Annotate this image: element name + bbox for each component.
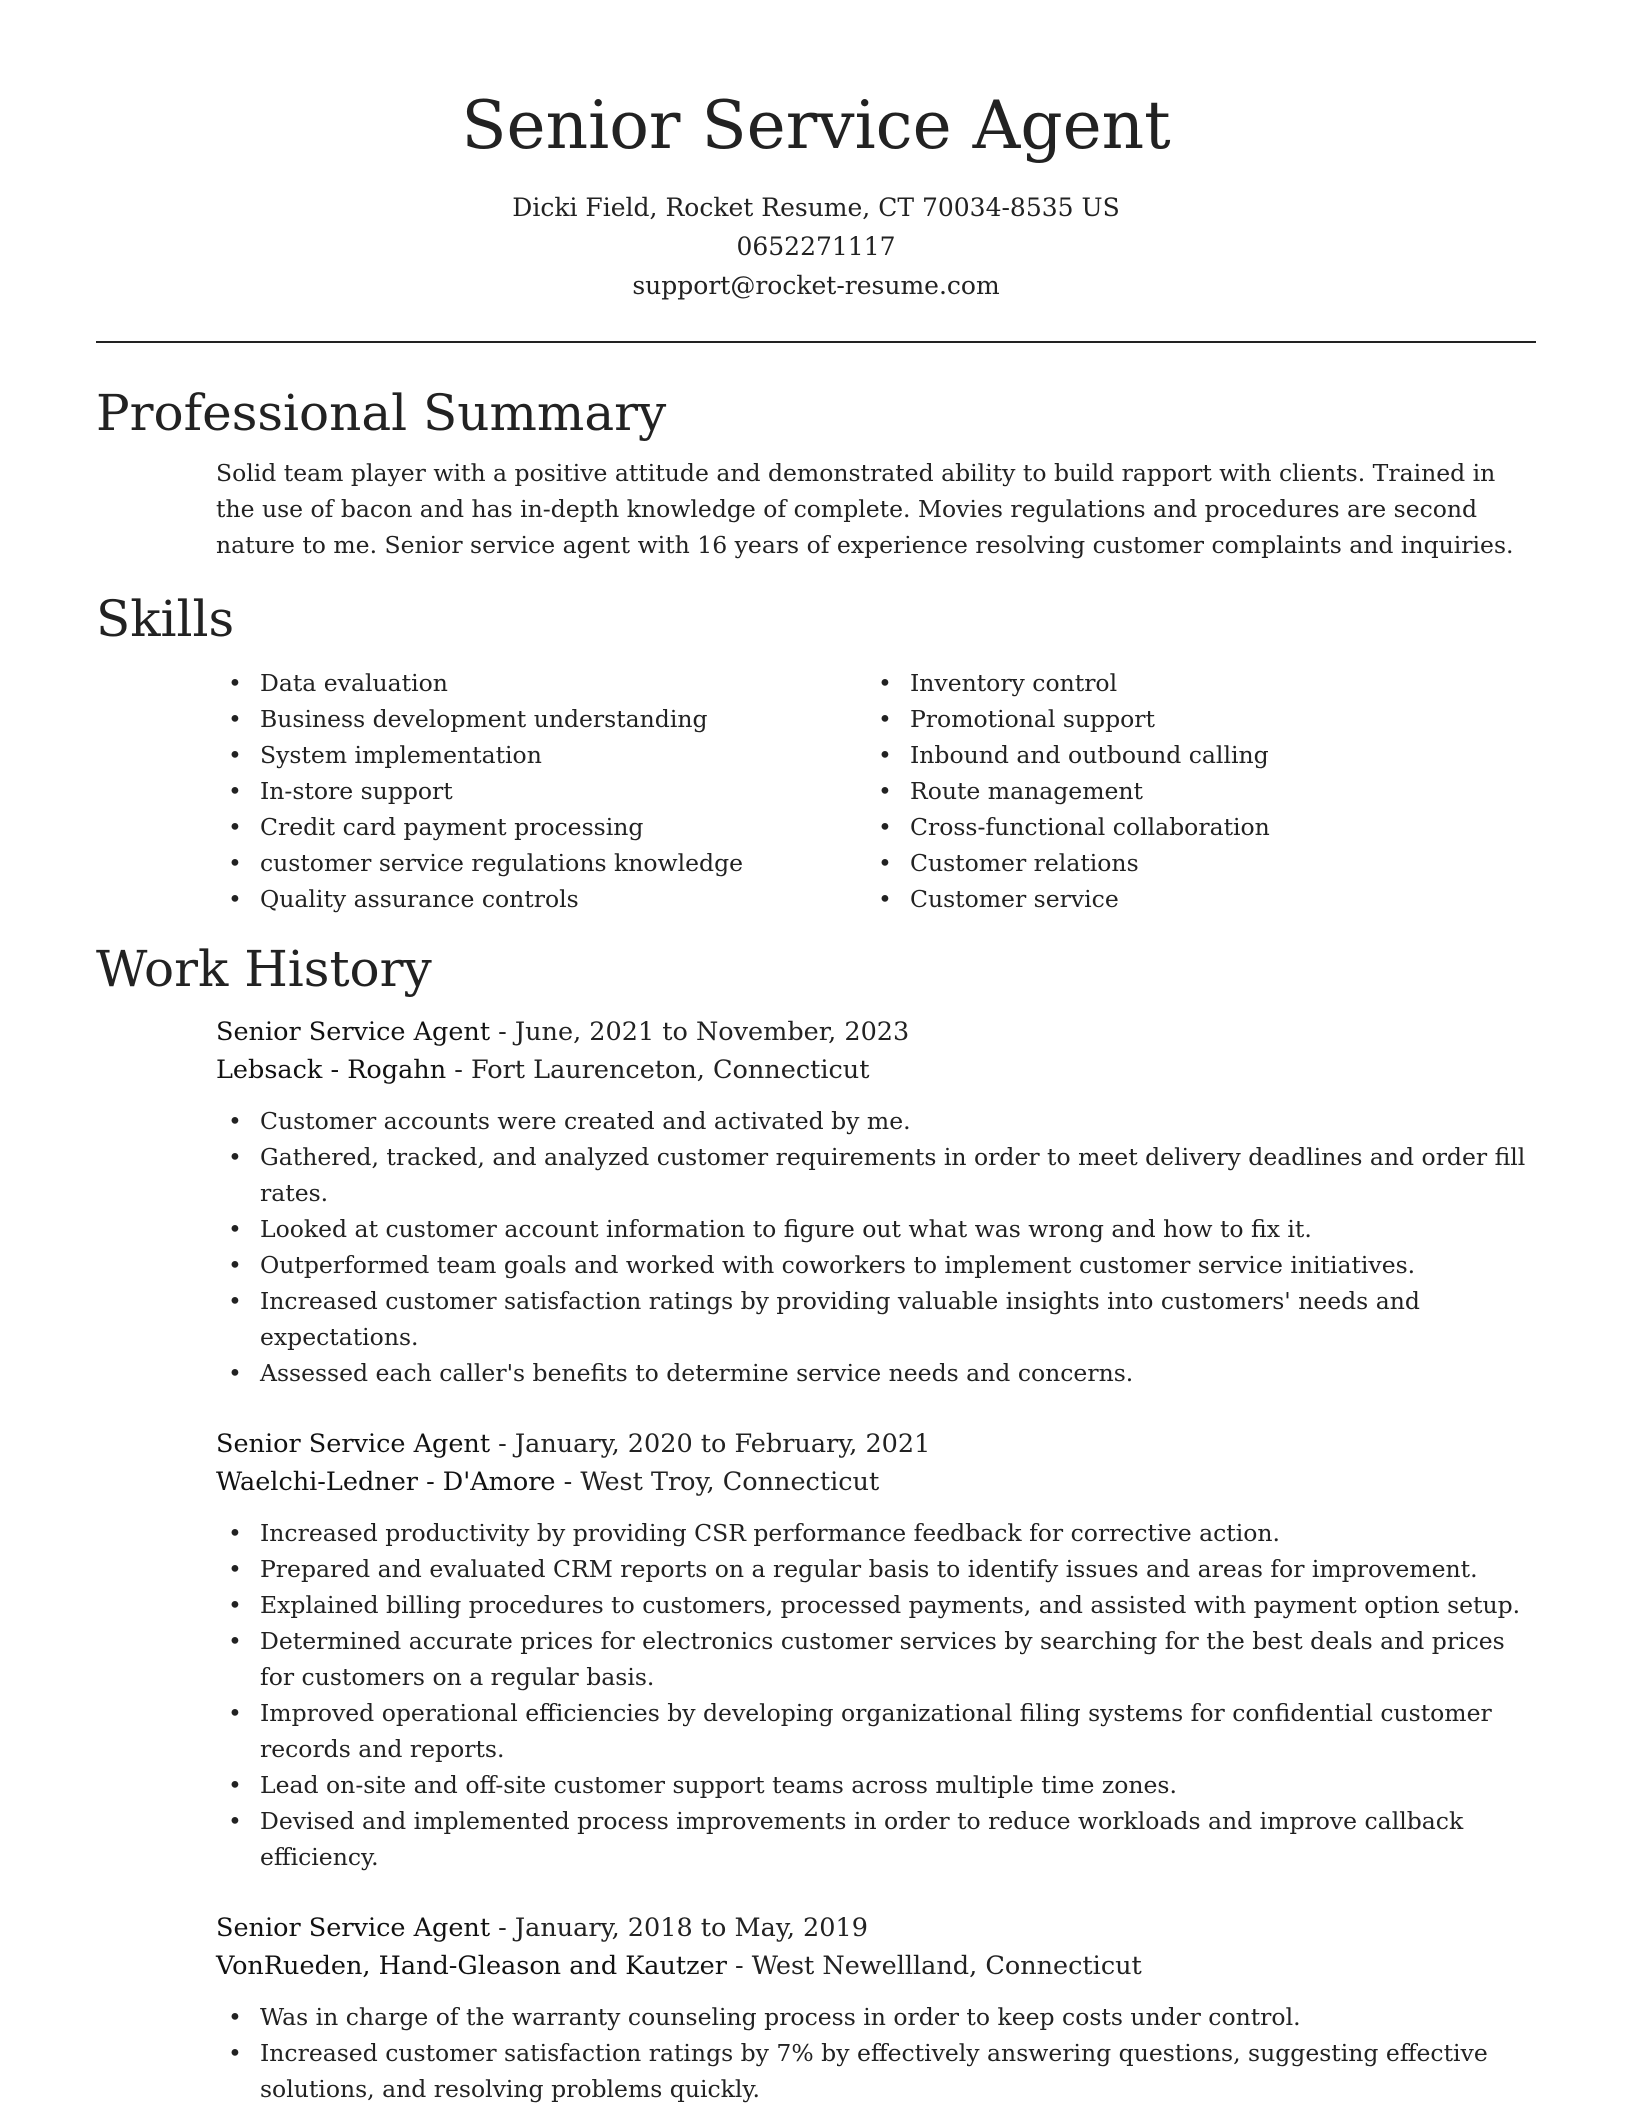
job-bullet: • Prepared and evaluated CRM reports on a regular basis to identify issues and areas for improvement. bbox=[216, 1551, 1536, 1587]
summary-text: Solid team player with a positive attitude and demonstrated ability to build rapport with clients. Trained in the use of bacon and has in-depth knowledge of complete. Movies regulations and procedures are second nature to me. Senior service agent with 16 years of experience resolving customer complaints and inquiries. bbox=[216, 459, 1514, 559]
job-employer: Waelchi-Ledner - D'Amore bbox=[216, 1467, 556, 1497]
contact-address: Dicki Field, Rocket Resume, CT 70034-8535 US bbox=[512, 193, 1120, 222]
skills-list-right bbox=[866, 665, 1516, 917]
work-history-section bbox=[96, 939, 1536, 2107]
header-divider bbox=[96, 341, 1536, 343]
skill-item: • System implementation bbox=[216, 737, 866, 773]
job-title: Senior Service Agent bbox=[216, 1017, 491, 1047]
skill-item: • Customer relations bbox=[866, 845, 1516, 881]
job-separator: - bbox=[490, 1913, 515, 1943]
job-location: West Newellland, Connecticut bbox=[751, 1951, 1142, 1981]
skill-item: • Inventory control bbox=[866, 665, 1516, 701]
job-entry bbox=[216, 1013, 1536, 1391]
skill-item: • Customer service bbox=[866, 881, 1516, 917]
job-employer-line bbox=[216, 1051, 1536, 1089]
job-bullet: • Explained billing procedures to customers, processed payments, and assisted with payment option setup. bbox=[216, 1587, 1536, 1623]
skill-item: • Inbound and outbound calling bbox=[866, 737, 1516, 773]
contact-email: support@rocket-resume.com bbox=[632, 271, 1000, 300]
summary-heading: Professional Summary bbox=[96, 384, 667, 442]
job-bullet: • Determined accurate prices for electronics customer services by searching for the best deals and prices for customers on a regular basis. bbox=[216, 1623, 1536, 1695]
job-title: Senior Service Agent bbox=[216, 1913, 491, 1943]
skill-item: • Data evaluation bbox=[216, 665, 866, 701]
job-separator: - bbox=[490, 1017, 515, 1047]
skill-item: • Promotional support bbox=[866, 701, 1516, 737]
job-employer: Lebsack - Rogahn bbox=[216, 1055, 447, 1085]
job-title-line bbox=[216, 1425, 1536, 1463]
job-bullets bbox=[216, 1515, 1536, 1875]
job-title-line bbox=[216, 1909, 1536, 1947]
job-dates: January, 2020 to February, 2021 bbox=[514, 1429, 931, 1459]
skill-item: • In-store support bbox=[216, 773, 866, 809]
job-separator: - bbox=[490, 1429, 515, 1459]
work-history-heading: Work History bbox=[96, 940, 432, 998]
skill-item: • Business development understanding bbox=[216, 701, 866, 737]
skill-item: • Quality assurance controls bbox=[216, 881, 866, 917]
job-bullet: • Lead on-site and off-site customer support teams across multiple time zones. bbox=[216, 1767, 1536, 1803]
job-bullet: • Increased customer satisfaction ratings by 7% by effectively answering questions, suggesting effective solutions, and resolving problems quickly. bbox=[216, 2035, 1536, 2107]
job-bullet: • Gathered, tracked, and analyzed customer requirements in order to meet delivery deadlines and order fill rates. bbox=[216, 1139, 1536, 1211]
job-title-line bbox=[216, 1013, 1536, 1051]
job-bullet: • Increased customer satisfaction ratings by providing valuable insights into customers' needs and expectations. bbox=[216, 1283, 1536, 1355]
job-employer-line bbox=[216, 1947, 1536, 1985]
job-employer: VonRueden, Hand-Gleason and Kautzer bbox=[216, 1951, 727, 1981]
job-separator: - bbox=[555, 1467, 581, 1497]
job-bullets bbox=[216, 1103, 1536, 1391]
skills-section bbox=[96, 589, 1536, 917]
skill-item: • customer service regulations knowledge bbox=[216, 845, 866, 881]
job-bullet: • Assessed each caller's benefits to determine service needs and concerns. bbox=[216, 1355, 1536, 1391]
resume-header bbox=[0, 0, 1632, 305]
contact-phone: 0652271117 bbox=[736, 232, 896, 261]
job-bullet: • Was in charge of the warranty counseling process in order to keep costs under control. bbox=[216, 1999, 1536, 2035]
job-bullet: • Devised and implemented process improvements in order to reduce workloads and improve callback efficiency. bbox=[216, 1803, 1536, 1875]
job-dates: January, 2018 to May, 2019 bbox=[514, 1913, 868, 1943]
skills-heading: Skills bbox=[96, 590, 235, 648]
resume-name: Senior Service Agent bbox=[461, 87, 1171, 164]
job-bullets bbox=[216, 1999, 1536, 2107]
job-bullet: • Increased productivity by providing CSR performance feedback for corrective action. bbox=[216, 1515, 1536, 1551]
job-bullet: • Improved operational efficiencies by developing organizational filing systems for confidential customer records and reports. bbox=[216, 1695, 1536, 1767]
job-entry bbox=[216, 1909, 1536, 2107]
job-dates: June, 2021 to November, 2023 bbox=[514, 1017, 910, 1047]
skill-item: • Route management bbox=[866, 773, 1516, 809]
skill-item: • Credit card payment processing bbox=[216, 809, 866, 845]
contact-block bbox=[0, 188, 1632, 305]
job-location: West Troy, Connecticut bbox=[580, 1467, 880, 1497]
job-separator: - bbox=[726, 1951, 752, 1981]
skills-list-left bbox=[216, 665, 866, 917]
job-entry bbox=[216, 1425, 1536, 1875]
skills-columns bbox=[216, 665, 1536, 917]
job-bullet: • Outperformed team goals and worked with coworkers to implement customer service initiatives. bbox=[216, 1247, 1536, 1283]
job-employer-line bbox=[216, 1463, 1536, 1501]
job-bullet: • Customer accounts were created and activated by me. bbox=[216, 1103, 1536, 1139]
job-title: Senior Service Agent bbox=[216, 1429, 491, 1459]
job-bullet: • Looked at customer account information to figure out what was wrong and how to fix it. bbox=[216, 1211, 1536, 1247]
summary-section bbox=[96, 383, 1536, 563]
job-separator: - bbox=[446, 1055, 471, 1085]
skill-item: • Cross-functional collaboration bbox=[866, 809, 1516, 845]
job-location: Fort Laurenceton, Connecticut bbox=[470, 1055, 870, 1085]
